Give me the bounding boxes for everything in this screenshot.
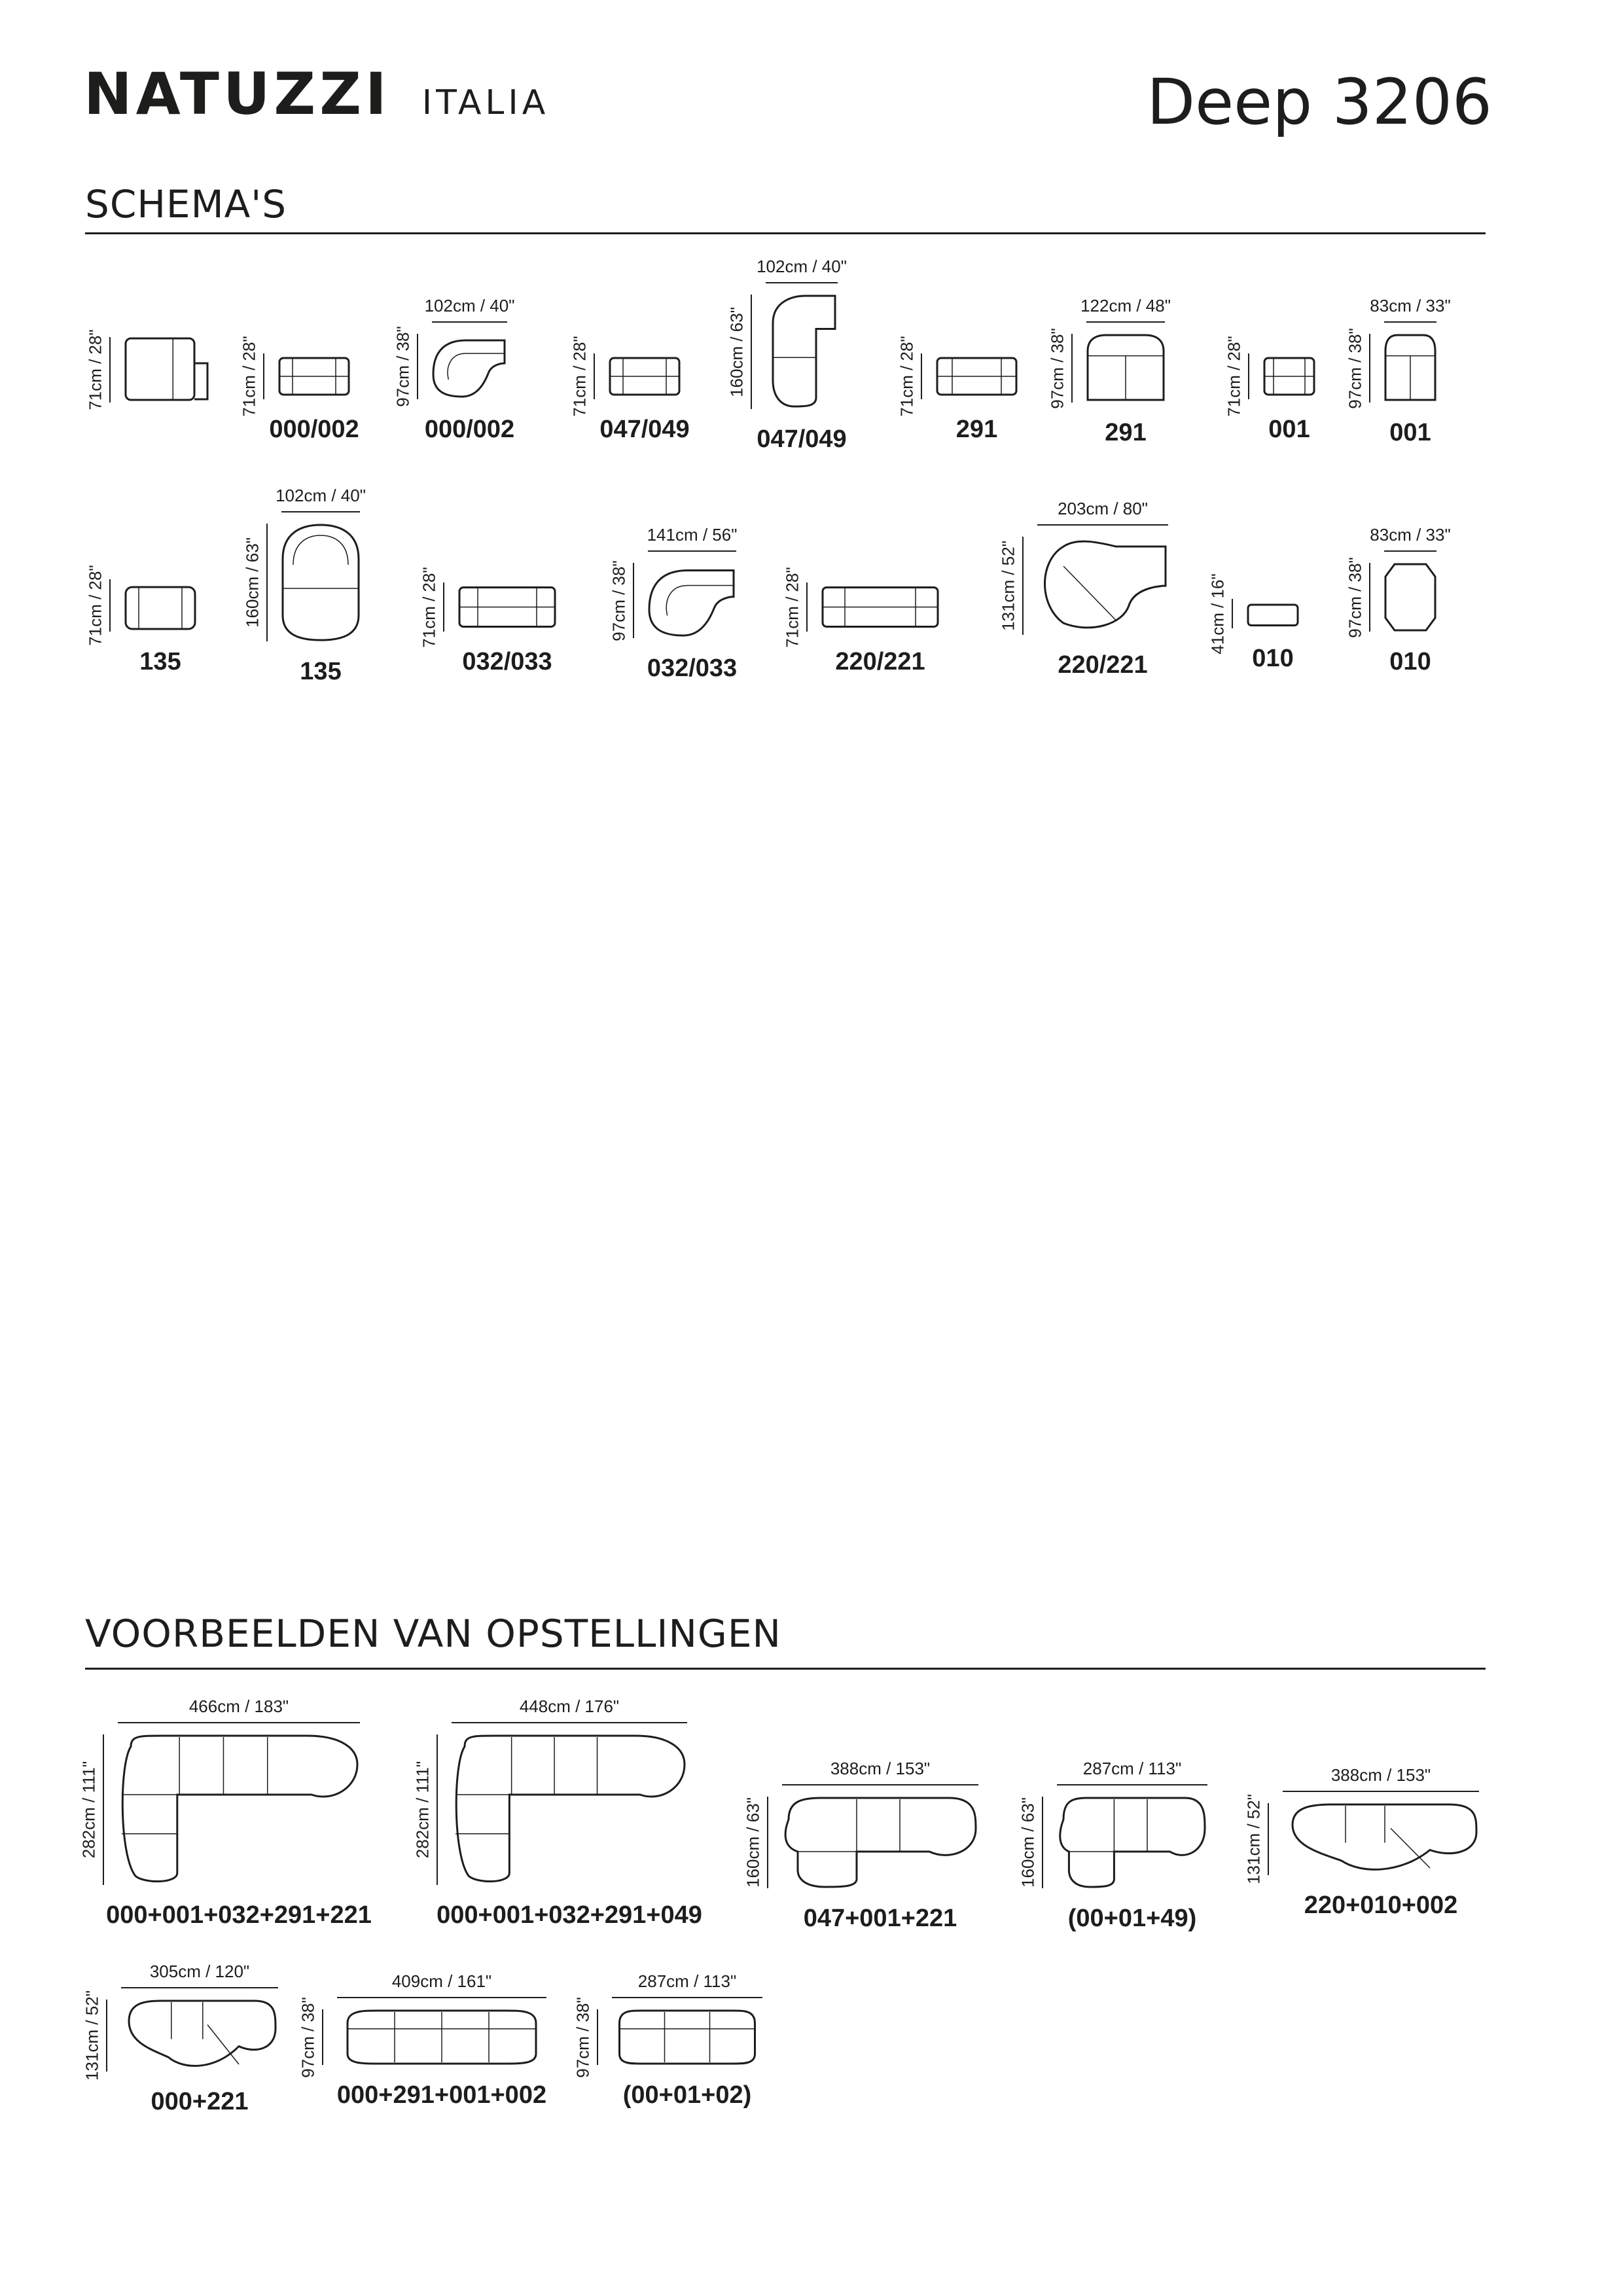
brand-subtitle: ITALIA: [421, 83, 550, 122]
schema-drawing: [1263, 353, 1315, 399]
height-dimension-line: [416, 334, 419, 399]
model-title: Deep 3206: [1147, 65, 1492, 139]
height-dimension-line: [766, 1797, 769, 1888]
schema-code: 291: [955, 416, 998, 443]
armchair-front-icon: [126, 587, 195, 629]
height-dimension-label: 71cm / 28": [569, 336, 590, 417]
height-dimension-line: [1368, 563, 1371, 632]
width-dimension-line: [281, 511, 360, 513]
height-dimension-line: [105, 2000, 108, 2072]
height-dimension-label: 160cm / 63": [242, 537, 262, 628]
height-dimension-label: 41cm / 16": [1207, 573, 1228, 655]
width-dimension-line: [1037, 524, 1168, 526]
height-dimension-label: 71cm / 28": [419, 566, 439, 648]
width-dimension-line: [1057, 1784, 1207, 1786]
lounger-top-icon: [283, 525, 359, 640]
width-dimension-line: [118, 1721, 360, 1724]
brand-logo: [84, 60, 549, 128]
width-dimension-line: [1384, 550, 1436, 552]
composition-code: 000+001+032+291+049: [437, 1901, 702, 1929]
schema-drawing: [124, 579, 196, 632]
composition-code: 000+221: [151, 2088, 249, 2115]
ottoman-front-icon: [1248, 605, 1298, 626]
height-dimension-line: [442, 583, 445, 632]
width-dimension-label: 388cm / 153": [1330, 1765, 1431, 1785]
height-dimension-label: 160cm / 63": [1018, 1797, 1038, 1888]
seat-top-icon: [1088, 335, 1164, 400]
schema-code: 220/221: [835, 648, 925, 675]
schema-drawing: [1247, 599, 1299, 628]
chaise-composition-icon: [1060, 1798, 1205, 1887]
corner-composition-icon: [122, 1736, 357, 1882]
height-dimension-label: 71cm / 28": [897, 336, 917, 417]
schema-code: 010: [1389, 648, 1431, 675]
sofa-front-icon: [1264, 358, 1314, 395]
height-dimension-line: [1041, 1797, 1044, 1888]
sofa-front-icon: [610, 358, 679, 395]
schema-drawing: [936, 353, 1018, 399]
width-dimension-label: 141cm / 56": [647, 525, 738, 545]
width-dimension-label: 466cm / 183": [188, 1696, 289, 1716]
section-title-compositions: VOORBEELDEN VAN OPSTELLINGEN: [85, 1611, 781, 1656]
schema-drawing: [648, 563, 736, 638]
height-dimension-line: [632, 563, 635, 638]
height-dimension-label: 131cm / 52": [82, 1990, 102, 2081]
armchair-side-icon: [126, 338, 207, 400]
height-dimension-label: 71cm / 28": [1224, 336, 1244, 417]
section-divider: [85, 232, 1486, 234]
composition-drawing: [1283, 1803, 1479, 1875]
seat-top-icon: [1385, 335, 1435, 400]
height-dimension-label: 97cm / 38": [1047, 327, 1067, 409]
schema-code: 032/033: [462, 648, 552, 675]
width-dimension-label: 305cm / 120": [149, 1962, 250, 1981]
width-dimension-line: [766, 281, 838, 284]
curved-end-top-icon: [433, 340, 505, 397]
composition-code: (00+01+02): [622, 2081, 752, 2109]
composition-drawing: [612, 2009, 762, 2065]
sofa-front-icon: [823, 588, 938, 627]
height-dimension-label: 131cm / 52": [998, 541, 1018, 631]
composition-drawing: [452, 1734, 687, 1885]
round-end-top-icon: [1045, 541, 1166, 628]
width-dimension-label: 388cm / 153": [830, 1759, 931, 1778]
height-dimension-label: 71cm / 28": [782, 566, 802, 648]
height-dimension-line: [262, 353, 265, 399]
composition-code: 000+291+001+002: [336, 2081, 547, 2109]
width-dimension-label: 287cm / 113": [637, 1971, 737, 1991]
width-dimension-line: [648, 550, 736, 552]
sofa-front-icon: [937, 358, 1016, 395]
composition-drawing: [118, 1734, 360, 1885]
height-dimension-line: [1231, 599, 1234, 628]
height-dimension-line: [1022, 537, 1024, 635]
width-dimension-label: 102cm / 40": [276, 486, 366, 505]
height-dimension-label: 97cm / 38": [393, 326, 413, 407]
chaise-composition-icon: [785, 1798, 976, 1887]
width-dimension-line: [452, 1721, 687, 1724]
schema-code: 047/049: [599, 416, 690, 443]
height-dimension-label: 160cm / 63": [743, 1797, 763, 1888]
width-dimension-line: [1384, 321, 1436, 323]
height-dimension-line: [1071, 334, 1073, 403]
schema-drawing: [278, 353, 350, 399]
width-dimension-line: [432, 321, 507, 323]
height-dimension-line: [593, 353, 596, 399]
schema-drawing: [432, 334, 507, 399]
chaise-top-icon: [773, 296, 835, 406]
width-dimension-line: [612, 1996, 762, 1999]
composition-code: 000+001+032+291+221: [106, 1901, 372, 1929]
width-dimension-line: [1086, 321, 1165, 323]
corner-composition-icon: [455, 1736, 685, 1882]
height-dimension-line: [102, 1734, 105, 1885]
composition-code: 047+001+221: [803, 1905, 957, 1932]
schema-drawing: [609, 353, 681, 399]
composition-drawing: [782, 1797, 978, 1888]
schema-code: 032/033: [647, 655, 738, 682]
height-dimension-label: 71cm / 28": [85, 565, 105, 646]
height-dimension-label: 71cm / 28": [85, 329, 105, 410]
width-dimension-line: [337, 1996, 546, 1999]
schema-code: 000/002: [424, 416, 515, 443]
schema-drawing: [821, 583, 939, 632]
width-dimension-label: 409cm / 161": [391, 1971, 492, 1991]
sofa-composition-icon: [620, 2011, 755, 2064]
schema-code: 135: [139, 648, 181, 675]
schema-drawing: [1086, 334, 1165, 403]
height-dimension-label: 160cm / 63": [726, 306, 747, 397]
height-dimension-label: 97cm / 38": [609, 560, 629, 641]
round-composition-icon: [129, 2001, 276, 2066]
height-dimension-line: [321, 2009, 324, 2065]
schema-code: 220/221: [1058, 651, 1148, 679]
schema-drawing: [1384, 563, 1436, 632]
height-dimension-line: [750, 295, 753, 409]
section-title-schemas: SCHEMA'S: [85, 182, 287, 226]
schema-drawing: [281, 524, 360, 641]
height-dimension-line: [920, 353, 923, 399]
height-dimension-label: 97cm / 38": [298, 1996, 318, 2078]
height-dimension-line: [436, 1734, 438, 1885]
width-dimension-label: 448cm / 176": [519, 1696, 620, 1716]
width-dimension-label: 102cm / 40": [424, 296, 515, 315]
width-dimension-label: 122cm / 48": [1080, 296, 1171, 315]
schema-drawing: [1037, 537, 1168, 635]
height-dimension-line: [1368, 334, 1371, 403]
schema-drawing: [458, 583, 556, 632]
ottoman-top-icon: [1385, 564, 1435, 630]
height-dimension-line: [596, 2009, 599, 2065]
sofa-front-icon: [459, 588, 555, 627]
schema-code: 135: [300, 658, 342, 685]
schema-code: 000/002: [269, 416, 359, 443]
width-dimension-label: 287cm / 113": [1082, 1759, 1182, 1778]
height-dimension-label: 97cm / 38": [1345, 327, 1365, 409]
width-dimension-label: 83cm / 33": [1370, 296, 1451, 315]
height-dimension-label: 282cm / 111": [79, 1761, 99, 1859]
composition-drawing: [1057, 1797, 1207, 1888]
round-composition-icon: [1293, 1804, 1476, 1869]
curved-end-top-icon: [649, 571, 734, 636]
height-dimension-label: 282cm / 111": [412, 1761, 433, 1859]
height-dimension-line: [109, 579, 111, 632]
height-dimension-label: 97cm / 38": [573, 1996, 593, 2078]
height-dimension-line: [266, 524, 268, 641]
schema-drawing: [124, 337, 213, 403]
brand-name: NATUZZI: [84, 60, 391, 128]
composition-drawing: [337, 2009, 546, 2065]
composition-drawing: [121, 2000, 278, 2072]
height-dimension-line: [109, 337, 111, 403]
width-dimension-line: [121, 1986, 278, 1989]
height-dimension-line: [806, 583, 808, 632]
height-dimension-label: 71cm / 28": [239, 336, 259, 417]
schema-drawing: [1384, 334, 1436, 403]
sofa-composition-icon: [348, 2011, 536, 2064]
sofa-front-icon: [279, 358, 349, 395]
schema-code: 291: [1105, 419, 1147, 446]
schema-code: 001: [1268, 416, 1310, 443]
width-dimension-label: 203cm / 80": [1058, 499, 1148, 518]
height-dimension-line: [1247, 353, 1250, 399]
composition-code: (00+01+49): [1067, 1905, 1197, 1932]
width-dimension-line: [1283, 1790, 1479, 1793]
height-dimension-label: 131cm / 52": [1243, 1794, 1264, 1884]
section-divider: [85, 1668, 1486, 1670]
schema-drawing: [766, 295, 838, 409]
height-dimension-label: 97cm / 38": [1345, 556, 1365, 638]
schema-code: 001: [1389, 419, 1431, 446]
height-dimension-line: [1267, 1803, 1270, 1875]
width-dimension-line: [782, 1784, 978, 1786]
schema-code: 047/049: [757, 425, 847, 453]
width-dimension-label: 102cm / 40": [757, 257, 847, 276]
composition-code: 220+010+002: [1304, 1892, 1458, 1919]
schema-code: 010: [1252, 645, 1294, 672]
width-dimension-label: 83cm / 33": [1370, 525, 1451, 545]
